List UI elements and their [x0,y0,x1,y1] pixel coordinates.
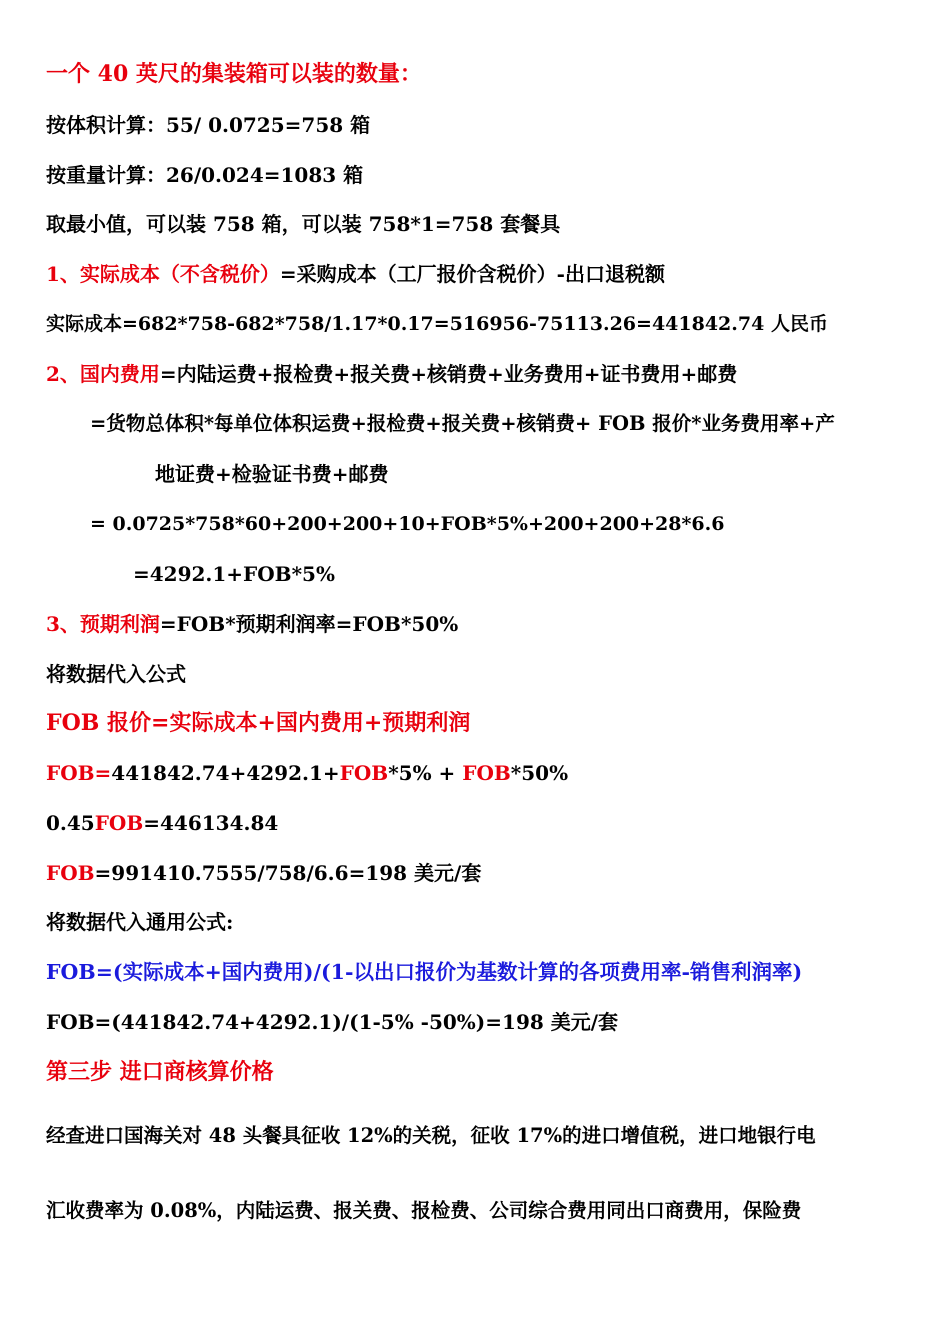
line-fob-simplified [46,810,278,836]
line-general-formula-intro: 将数据代入通用公式: [46,910,234,934]
fob-terms: 441842.74+4292.1+ [111,761,340,785]
line-fob-equation [46,760,568,786]
line-general-formula-calc: FOB=(441842.74+4292.1)/(1-5% -50%)=198 美元/套 [46,1010,619,1034]
fob-terms: *50% [510,761,569,785]
line-domestic-cost-expanded: =货物总体积*每单位体积运费+报检费+报关费+核销费+ FOB 报价*业务费用率+产 [90,412,835,435]
formula-domestic-cost: =内陆运费+报检费+报关费+核销费+业务费用+证书费用+邮费 [159,362,738,386]
formula-expected-profit: =FOB*预期利润率=FOB*50% [159,612,459,636]
fob-terms: =446134.84 [143,811,279,835]
heading-container-capacity: 一个 40 英尺的集装箱可以装的数量： [46,61,422,87]
fob-label: FOB [339,761,389,785]
formula-actual-cost: =采购成本（工厂报价含税价）-出口退税额 [279,262,665,286]
line-weight-calc: 按重量计算：26/0.024=1083 箱 [46,163,364,187]
label-actual-cost: 1、实际成本（不含税价） [46,262,280,286]
line-actual-cost-formula [46,261,665,287]
line-general-formula: FOB=(实际成本+国内费用)/(1-以出口报价为基数计算的各项费用率-销售利润率) [46,960,803,984]
fob-terms: =991410.7555/758/6.6=198 美元/套 [94,861,482,885]
line-domestic-cost-formula [46,361,737,387]
line-expected-profit [46,611,458,637]
fob-terms: *5% + [388,761,463,785]
fob-coefficient: 0.45 [46,811,95,835]
fob-label: FOB [46,861,95,885]
line-min-value: 取最小值，可以装 758 箱，可以装 758*1=758 套餐具 [46,212,561,236]
line-actual-cost-calc: 实际成本=682*758-682*758/1.17*0.17=516956-75113.26=441842.74 人民币 [46,313,828,335]
line-domestic-cost-numbers: = 0.0725*758*60+200+200+10+FOB*5%+200+200+28*6.6 [90,513,725,535]
fob-label: FOB [462,761,511,785]
line-domestic-cost-result: =4292.1+FOB*5% [133,562,335,586]
line-fob-result [46,860,481,886]
line-import-tariff: 经查进口国海关对 48 头餐具征收 12%的关税，征收 17%的进口增值税，进口地银行电 [46,1124,816,1147]
label-expected-profit: 3、预期利润 [46,612,160,636]
line-fob-formula: FOB 报价=实际成本+国内费用+预期利润 [46,710,471,736]
fob-label: FOB= [46,761,112,785]
line-domestic-cost-expanded-cont: 地证费+检验证书费+邮费 [155,462,389,486]
fob-label: FOB [94,811,144,835]
line-volume-calc: 按体积计算：55/ 0.0725=758 箱 [46,113,371,137]
section-heading-step3: 第三步 进口商核算价格 [46,1059,274,1085]
line-import-fees: 汇收费率为 0.08%，内陆运费、报关费、报检费、公司综合费用同出口商费用，保险费 [46,1199,802,1222]
label-domestic-cost: 2、国内费用 [46,362,160,386]
line-substitute: 将数据代入公式 [46,662,186,686]
